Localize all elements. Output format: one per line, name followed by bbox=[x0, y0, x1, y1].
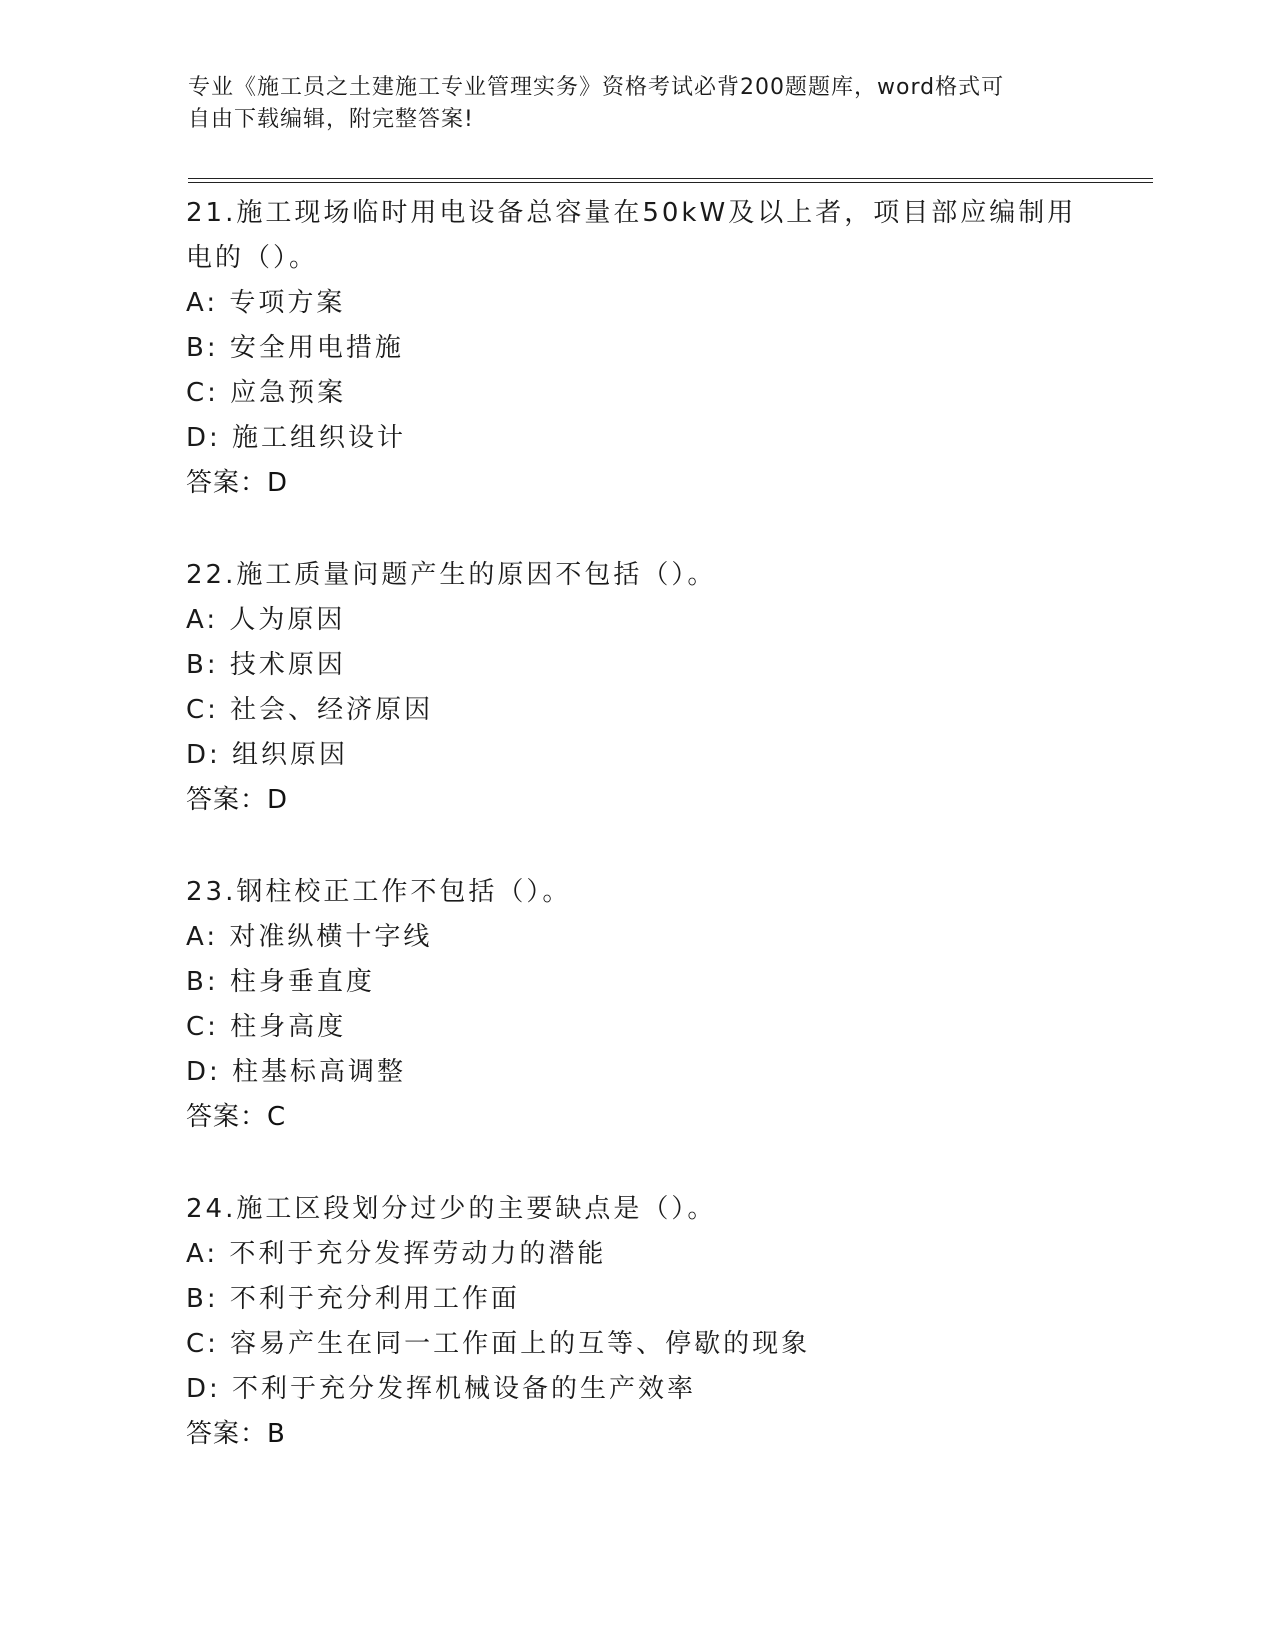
header-divider-top bbox=[188, 178, 1153, 179]
option-a: A: 人为原因 bbox=[186, 605, 346, 635]
question-22 bbox=[186, 553, 1086, 823]
question-24 bbox=[186, 1187, 1086, 1457]
option-c: C: 应急预案 bbox=[186, 378, 347, 408]
option-d: D: 组织原因 bbox=[186, 740, 349, 770]
question-stem: 24.施工区段划分过少的主要缺点是（）。 bbox=[186, 1194, 717, 1224]
option-a: A: 专项方案 bbox=[186, 288, 346, 318]
question-list bbox=[186, 191, 1086, 1504]
option-c: C: 社会、经济原因 bbox=[186, 695, 434, 725]
header-line-2: 自由下载编辑，附完整答案! bbox=[188, 107, 474, 132]
question-23 bbox=[186, 870, 1086, 1140]
question-stem-continued: 电的（）。 bbox=[186, 243, 319, 273]
question-stem: 21.施工现场临时用电设备总容量在50kW及以上者，项目部应编制用 bbox=[186, 198, 1077, 228]
answer: 答案：D bbox=[186, 468, 289, 498]
header-line-1: 专业《施工员之土建施工专业管理实务》资格考试必背200题题库，word格式可 bbox=[188, 75, 1005, 100]
answer: 答案：C bbox=[186, 1102, 287, 1132]
option-c: C: 容易产生在同一工作面上的互等、停歇的现象 bbox=[186, 1329, 811, 1359]
answer: 答案：D bbox=[186, 785, 289, 815]
question-stem: 23.钢柱校正工作不包括（）。 bbox=[186, 877, 572, 907]
option-d: D: 施工组织设计 bbox=[186, 423, 407, 453]
header-divider-bottom bbox=[188, 182, 1153, 183]
option-b: B: 不利于充分利用工作面 bbox=[186, 1284, 520, 1314]
option-d: D: 不利于充分发挥机械设备的生产效率 bbox=[186, 1374, 697, 1404]
document-header bbox=[188, 72, 1068, 136]
option-a: A: 不利于充分发挥劳动力的潜能 bbox=[186, 1239, 607, 1269]
option-b: B: 柱身垂直度 bbox=[186, 967, 375, 997]
option-d: D: 柱基标高调整 bbox=[186, 1057, 407, 1087]
option-c: C: 柱身高度 bbox=[186, 1012, 347, 1042]
option-b: B: 安全用电措施 bbox=[186, 333, 404, 363]
question-stem: 22.施工质量问题产生的原因不包括（）。 bbox=[186, 560, 717, 590]
option-b: B: 技术原因 bbox=[186, 650, 346, 680]
answer: 答案：B bbox=[186, 1419, 286, 1449]
option-a: A: 对准纵横十字线 bbox=[186, 922, 433, 952]
question-21 bbox=[186, 191, 1086, 506]
